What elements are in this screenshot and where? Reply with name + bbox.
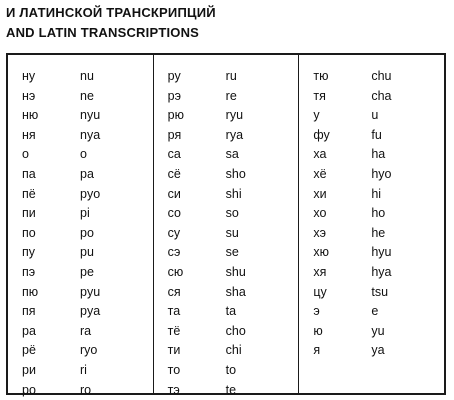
- table-row: [154, 204, 299, 224]
- table-row: [154, 126, 299, 146]
- latin-transcription: ya: [371, 343, 385, 358]
- cyrillic-syllable: ха: [313, 147, 327, 162]
- latin-transcription: pe: [80, 264, 94, 279]
- latin-transcription: ne: [80, 88, 94, 103]
- table-row: [299, 185, 444, 205]
- cyrillic-syllable: ю: [313, 323, 323, 338]
- latin-transcription: su: [225, 225, 239, 240]
- latin-transcription: pu: [80, 245, 94, 260]
- latin-transcription: pi: [80, 206, 90, 221]
- table-row: [8, 322, 153, 342]
- latin-transcription: rya: [225, 127, 244, 142]
- cyrillic-syllable: хи: [313, 186, 327, 201]
- table-row: [154, 145, 299, 165]
- latin-transcription: shi: [225, 186, 242, 201]
- table-row: [8, 224, 153, 244]
- table-row: [8, 361, 153, 381]
- cyrillic-syllable: па: [22, 166, 36, 181]
- cyrillic-syllable: си: [167, 186, 181, 201]
- cyrillic-syllable: тя: [313, 88, 326, 103]
- table-row: [8, 341, 153, 361]
- table-row: [8, 87, 153, 107]
- table-row: [154, 322, 299, 342]
- latin-transcription: pa: [80, 166, 94, 181]
- cyrillic-syllable: сё: [167, 166, 181, 181]
- cyrillic-syllable: цу: [313, 284, 327, 299]
- table-column-1: [8, 55, 153, 397]
- latin-transcription: o: [80, 147, 87, 162]
- table-row: [8, 185, 153, 205]
- table-row: [154, 341, 299, 361]
- table-row: [299, 283, 444, 303]
- latin-transcription: sha: [225, 284, 246, 299]
- latin-transcription: fu: [371, 127, 382, 142]
- latin-transcription: ho: [371, 206, 386, 221]
- heading-russian: И ЛАТИНСКОЙ ТРАНСКРИПЦИЙ: [6, 5, 216, 20]
- latin-transcription: ra: [80, 323, 92, 338]
- table-row: [8, 243, 153, 263]
- table-row: [8, 302, 153, 322]
- cyrillic-syllable: сэ: [167, 245, 181, 260]
- latin-transcription: ryo: [80, 343, 98, 358]
- table-row: [154, 224, 299, 244]
- table-row: [299, 302, 444, 322]
- cyrillic-syllable: рэ: [167, 88, 182, 103]
- table-row: [299, 322, 444, 342]
- cyrillic-syllable: со: [167, 206, 182, 221]
- latin-transcription: te: [225, 382, 237, 397]
- latin-transcription: to: [225, 362, 237, 377]
- table-row: [299, 145, 444, 165]
- latin-transcription: cho: [225, 323, 246, 338]
- cyrillic-syllable: ру: [167, 69, 181, 83]
- cyrillic-syllable: у: [313, 108, 320, 123]
- cyrillic-syllable: сю: [167, 264, 184, 279]
- latin-transcription: po: [80, 225, 94, 240]
- cyrillic-syllable: са: [167, 147, 181, 162]
- latin-transcription: sho: [225, 166, 246, 181]
- table-row: [154, 361, 299, 381]
- cyrillic-syllable: ро: [22, 382, 36, 397]
- table-row: [154, 106, 299, 126]
- table-row: [8, 283, 153, 303]
- latin-transcription: pyo: [80, 186, 101, 201]
- table-row: [299, 263, 444, 283]
- table-row: [299, 87, 444, 107]
- cyrillic-syllable: пё: [22, 186, 36, 201]
- latin-transcription: pya: [80, 304, 101, 319]
- cyrillic-syllable: фу: [313, 127, 330, 142]
- latin-transcription: pyu: [80, 284, 101, 299]
- latin-transcription: hi: [371, 186, 382, 201]
- cyrillic-syllable: ню: [22, 108, 39, 123]
- latin-transcription: yu: [371, 323, 385, 338]
- latin-transcription: nyu: [80, 108, 101, 123]
- latin-transcription: se: [225, 245, 239, 260]
- cyrillic-syllable: ся: [167, 284, 181, 299]
- table-row: [154, 87, 299, 107]
- latin-transcription: he: [371, 225, 386, 240]
- latin-transcription: ro: [80, 382, 92, 397]
- cyrillic-syllable: хэ: [313, 225, 326, 240]
- table-row: [299, 165, 444, 185]
- latin-transcription: ryu: [225, 108, 244, 123]
- table-column-3: [298, 55, 444, 393]
- cyrillic-syllable: то: [167, 362, 181, 377]
- cyrillic-syllable: ня: [22, 127, 36, 142]
- latin-transcription: u: [371, 108, 379, 123]
- cyrillic-syllable: пю: [22, 284, 39, 299]
- latin-transcription: so: [225, 206, 239, 221]
- table-row: [299, 341, 444, 361]
- cyrillic-syllable: рё: [22, 343, 36, 358]
- latin-transcription: re: [225, 88, 237, 103]
- table-row: [8, 204, 153, 224]
- cyrillic-syllable: тю: [313, 69, 329, 83]
- cyrillic-syllable: ти: [167, 343, 181, 358]
- latin-transcription: nu: [80, 69, 94, 83]
- cyrillic-syllable: та: [167, 304, 181, 319]
- table-row: [154, 243, 299, 263]
- latin-transcription: hyu: [371, 245, 392, 260]
- latin-transcription: ha: [371, 147, 386, 162]
- table-row: [8, 106, 153, 126]
- cyrillic-syllable: тё: [167, 323, 181, 338]
- table-row: [154, 381, 299, 400]
- table-row: [154, 67, 299, 87]
- latin-transcription: ta: [225, 304, 237, 319]
- cyrillic-syllable: ря: [167, 127, 182, 142]
- heading-english: AND LATIN TRANSCRIPTIONS: [6, 25, 200, 40]
- table-row: [154, 283, 299, 303]
- latin-transcription: hyo: [371, 166, 392, 181]
- cyrillic-syllable: по: [22, 225, 36, 240]
- cyrillic-syllable: тэ: [167, 382, 180, 397]
- cyrillic-syllable: хо: [313, 206, 327, 221]
- latin-transcription: nya: [80, 127, 101, 142]
- cyrillic-syllable: хя: [313, 264, 327, 279]
- table-row: [8, 381, 153, 400]
- cyrillic-syllable: хё: [313, 166, 327, 181]
- table-row: [8, 145, 153, 165]
- latin-transcription: shu: [225, 264, 246, 279]
- cyrillic-syllable: ну: [22, 69, 36, 83]
- table-row: [154, 165, 299, 185]
- table-column-2: [153, 55, 299, 397]
- cyrillic-syllable: ра: [22, 323, 36, 338]
- latin-transcription: chu: [371, 69, 392, 83]
- transcription-table: [6, 53, 446, 395]
- latin-transcription: e: [371, 304, 379, 319]
- table-row: [299, 106, 444, 126]
- cyrillic-syllable: о: [22, 147, 29, 162]
- cyrillic-syllable: хю: [313, 245, 329, 260]
- table-row: [299, 126, 444, 146]
- cyrillic-syllable: рю: [167, 108, 184, 123]
- table-row: [154, 263, 299, 283]
- cyrillic-syllable: пи: [22, 206, 36, 221]
- latin-transcription: chi: [225, 343, 242, 358]
- table-row: [8, 67, 153, 87]
- table-row: [299, 224, 444, 244]
- cyrillic-syllable: э: [313, 304, 320, 319]
- cyrillic-syllable: пэ: [22, 264, 36, 279]
- cyrillic-syllable: пу: [22, 245, 36, 260]
- cyrillic-syllable: су: [167, 225, 181, 240]
- table-row: [154, 185, 299, 205]
- table-row: [299, 204, 444, 224]
- table-row: [299, 243, 444, 263]
- table-row: [299, 67, 444, 87]
- table-row: [154, 302, 299, 322]
- latin-transcription: hya: [371, 264, 392, 279]
- latin-transcription: sa: [225, 147, 239, 162]
- latin-transcription: tsu: [371, 284, 389, 299]
- table-row: [8, 263, 153, 283]
- table-row: [8, 126, 153, 146]
- latin-transcription: ri: [80, 362, 87, 377]
- cyrillic-syllable: нэ: [22, 88, 36, 103]
- cyrillic-syllable: ри: [22, 362, 36, 377]
- latin-transcription: cha: [371, 88, 392, 103]
- latin-transcription: ru: [225, 69, 237, 83]
- cyrillic-syllable: я: [313, 343, 321, 358]
- cyrillic-syllable: пя: [22, 304, 36, 319]
- table-row: [8, 165, 153, 185]
